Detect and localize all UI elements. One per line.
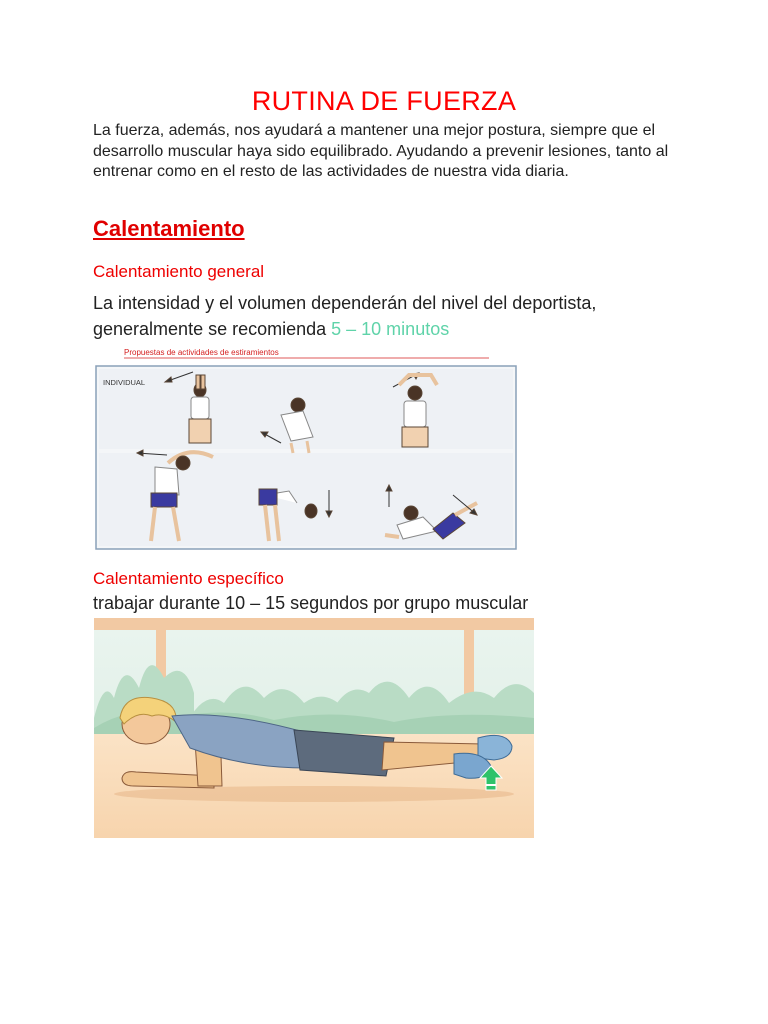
- subheading-calentamiento-especifico: Calentamiento específico: [93, 569, 284, 588]
- plank-illustration: [94, 618, 534, 838]
- figure-caption: Propuestas de actividades de estiramientos: [124, 348, 279, 357]
- subheading-calentamiento-general: Calentamiento general: [93, 262, 265, 281]
- general-text: La intensidad y el volumen dependerán del nivel del deportista, generalmente se recomienda: [93, 293, 597, 339]
- page-title: RUTINA DE FUERZA: [251, 86, 517, 116]
- specific-paragraph: trabajar durante 10 – 15 segundos por grupo muscular: [93, 593, 529, 613]
- section-heading-calentamiento: Calentamiento: [93, 216, 245, 241]
- general-paragraph: [93, 290, 693, 342]
- intro-paragraph: La fuerza, además, nos ayudará a mantener una mejor postura, siempre que el desarrollo muscular haya sido equilibrado. Ayudando a prevenir lesiones, tanto al entrenar como en el resto de las actividades de nuestra vida diaria.: [93, 122, 669, 180]
- figure-label: INDIVIDUAL: [103, 378, 146, 387]
- stretching-illustration: [93, 345, 519, 552]
- duration-highlight: 5 – 10 minutos: [331, 319, 450, 339]
